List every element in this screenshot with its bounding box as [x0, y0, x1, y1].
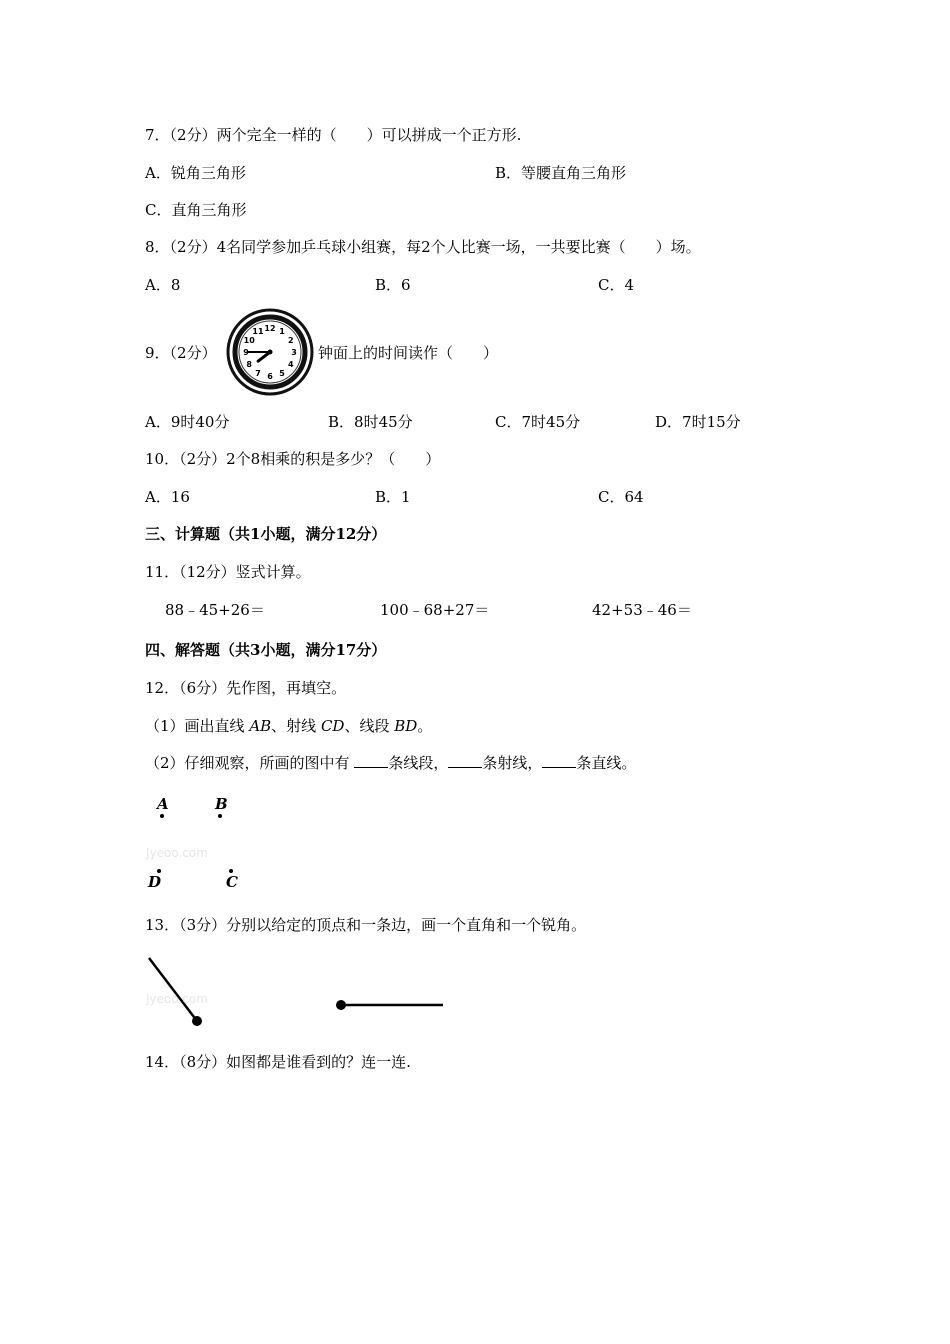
q9-suffix: 钟面上的时间读作（ ） — [318, 344, 499, 362]
q9-option-c: C．7时45分 — [495, 413, 581, 431]
clock-number: 2 — [287, 336, 294, 345]
q11-expr-1: 88﹣45+26＝ — [165, 601, 265, 619]
q11-expr-2: 100﹣68+27＝ — [380, 601, 490, 619]
q7-option-b: B．等腰直角三角形 — [495, 164, 627, 182]
clock-number: 6 — [267, 372, 273, 381]
q9-option-d: D．7时15分 — [655, 413, 741, 431]
q14-stem: 14．（8分）如图都是谁看到的？连一连. — [145, 1053, 411, 1071]
q7-stem: 7．（2分）两个完全一样的（ ）可以拼成一个正方形. — [145, 126, 522, 144]
point-b-dot — [218, 814, 222, 818]
q7-option-a: A．锐角三角形 — [145, 164, 246, 182]
q12-sub2: （2）仔细观察，所画的图中有 条线段， 条射线， 条直线。 — [145, 754, 637, 772]
clock-number: 5 — [279, 368, 285, 378]
q10-stem: 10．（2分）2个8相乘的积是多少？（ ） — [145, 450, 441, 468]
q13-stem: 13．（3分）分别以给定的顶点和一条边，画一个直角和一个锐角。 — [145, 916, 587, 934]
blank-rays[interactable] — [448, 753, 482, 768]
q10-option-c: C．64 — [598, 488, 644, 506]
clock-number: 10 — [243, 336, 255, 345]
clock-number: 3 — [291, 348, 297, 357]
section-4-title: 四、解答题（共3小题，满分17分） — [145, 641, 387, 659]
q10-option-b: B．1 — [375, 488, 411, 506]
clock-face-icon — [226, 308, 314, 396]
point-label-d: D — [148, 873, 162, 891]
q12-sub1: （1）画出直线 AB、射线 CD、线段 BD。 — [145, 717, 433, 735]
angle-ray-horizontal — [330, 995, 450, 1015]
point-label-b: B — [215, 795, 228, 813]
q8-stem: 8．（2分）4名同学参加乒乓球小组赛，每2个人比赛一场，一共要比赛（ ）场。 — [145, 238, 701, 256]
clock-number: 1 — [279, 327, 285, 337]
watermark-2: Jyeoo.com — [146, 992, 208, 1006]
point-label-a: A — [157, 795, 169, 813]
q9-option-a: A．9时40分 — [145, 413, 230, 431]
watermark: Jyeoo.com — [146, 846, 208, 860]
clock-number: 7 — [255, 368, 261, 378]
clock-number: 12 — [264, 324, 276, 333]
q8-option-a: A．8 — [145, 276, 181, 294]
point-label-c: C — [226, 873, 238, 891]
q7-option-c: C．直角三角形 — [145, 201, 247, 219]
clock-number: 9 — [243, 348, 249, 357]
q11-expr-3: 42+53﹣46＝ — [592, 601, 692, 619]
blank-lines[interactable] — [542, 753, 576, 768]
clock-number: 8 — [246, 360, 253, 369]
clock-number: 4 — [287, 360, 294, 369]
q11-stem: 11．（12分）竖式计算。 — [145, 563, 311, 581]
q9-prefix: 9．（2分） — [145, 344, 217, 362]
blank-segments[interactable] — [354, 753, 388, 768]
clock-number: 11 — [252, 327, 264, 337]
section-3-title: 三、计算题（共1小题，满分12分） — [145, 525, 387, 543]
q10-option-a: A．16 — [145, 488, 190, 506]
q8-option-c: C．4 — [598, 276, 635, 294]
q9-option-b: B．8时45分 — [328, 413, 413, 431]
q8-option-b: B．6 — [375, 276, 411, 294]
q12-stem: 12．（6分）先作图，再填空。 — [145, 679, 347, 697]
point-a-dot — [160, 814, 164, 818]
